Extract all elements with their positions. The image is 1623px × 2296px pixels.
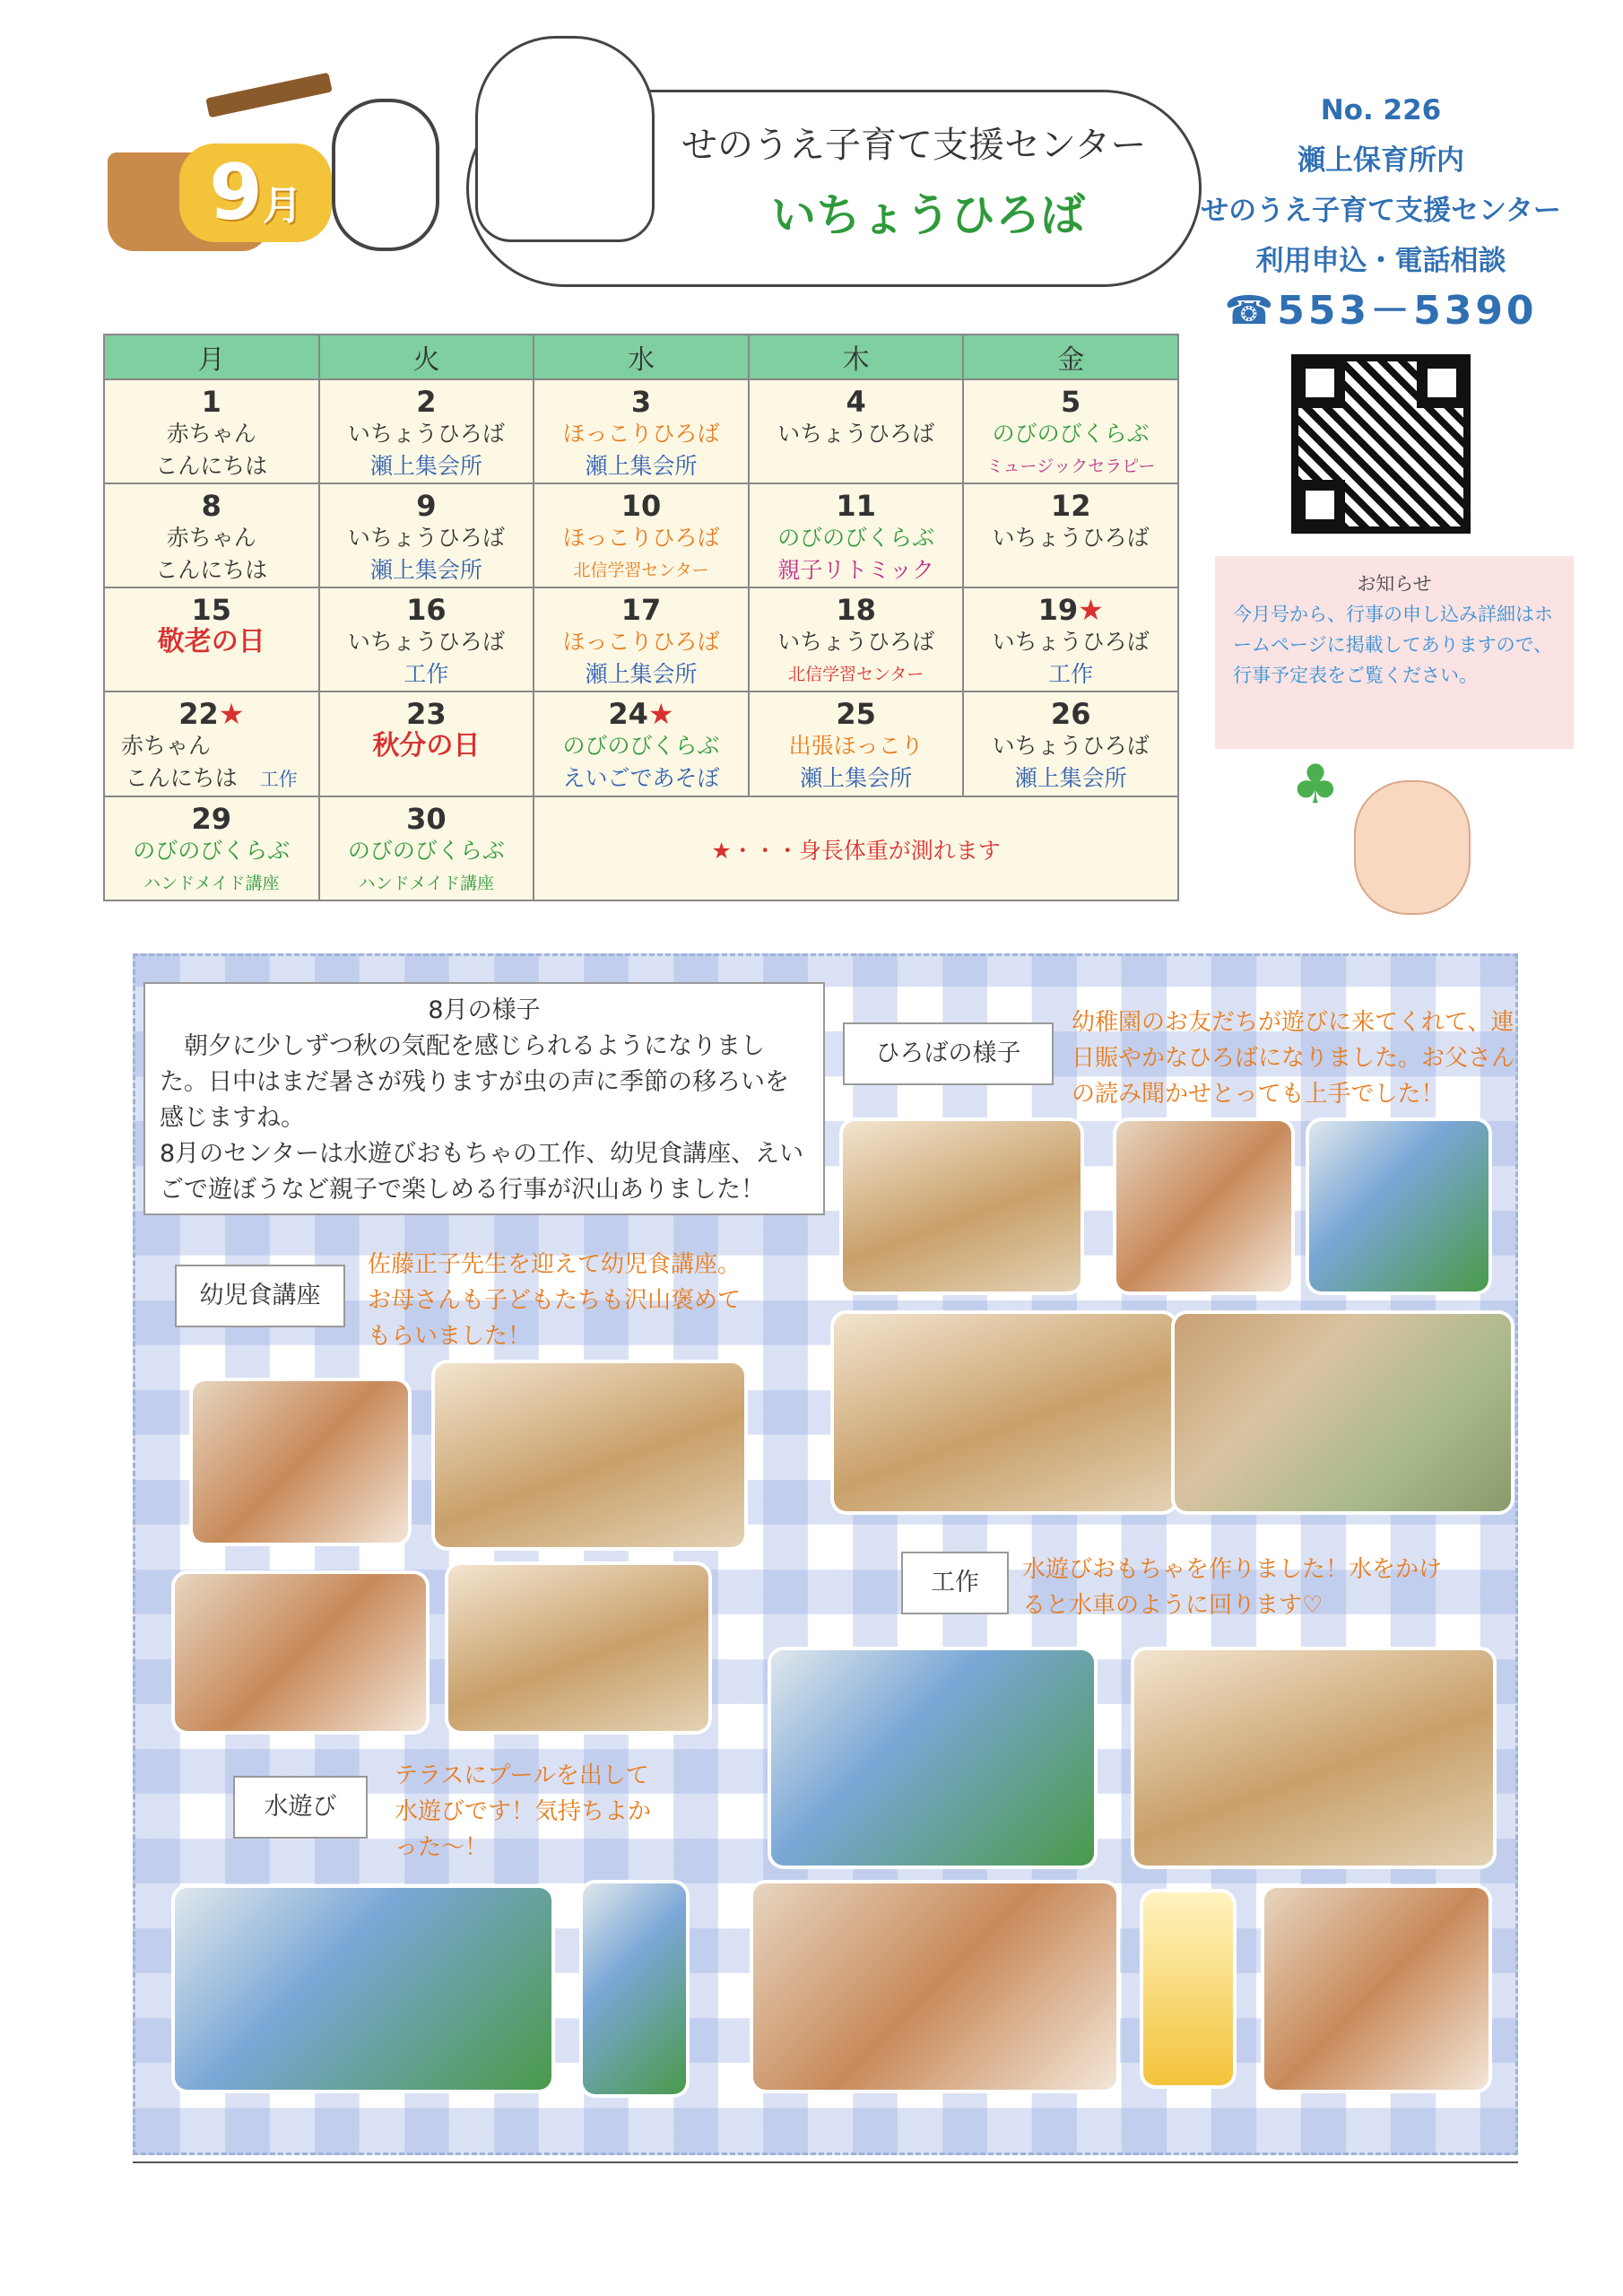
caption-craft: 水遊びおもちゃを作りました！水をかけると水車のように回ります♡ xyxy=(1022,1556,1443,1619)
calendar-day xyxy=(963,691,1178,796)
event-text: ほっこりひろば xyxy=(562,421,720,447)
caption-water: テラスにプールを出して水遊びです！気持ちよかった～！ xyxy=(395,1762,652,1861)
event-text: ほっこりひろば xyxy=(562,525,720,551)
bunny-illustration xyxy=(332,99,439,251)
event-text: のびのびくらぶ xyxy=(133,838,291,864)
center-title: せのうえ子育て支援センター xyxy=(681,125,1147,166)
day-number: 26 xyxy=(1050,697,1091,731)
day-number: 16 xyxy=(406,593,447,627)
calendar-week xyxy=(104,691,1178,796)
center-name: せのうえ子育て支援センター xyxy=(1201,195,1561,227)
event-detail: えいごであそぼ xyxy=(562,765,720,791)
day-number: 3 xyxy=(630,385,652,419)
event-text: いちょうひろば xyxy=(992,525,1150,551)
event-detail: ハンドメイド講座 xyxy=(143,874,280,893)
event-text: いちょうひろば xyxy=(777,421,935,447)
event-text: こんにちは xyxy=(125,765,238,791)
contact-label: 利用申込・電話相談 xyxy=(1255,245,1506,277)
event-text: のびのびくらぶ xyxy=(777,525,935,551)
event-text: いちょうひろば xyxy=(992,733,1150,759)
calendar-day xyxy=(963,483,1178,587)
event-text: 赤ちゃん xyxy=(166,525,256,551)
event-text: 赤ちゃん xyxy=(166,421,256,447)
event-location: 瀬上集会所 xyxy=(369,557,482,583)
day-header: 木 xyxy=(749,335,964,379)
event-detail: 親子リトミック xyxy=(777,557,934,583)
month-number: 9 xyxy=(209,148,263,238)
report-title: 8月の様子 xyxy=(428,996,541,1024)
event-text: いちょうひろば xyxy=(992,629,1150,655)
event-location: 北信学習センター xyxy=(573,561,709,580)
day-number: 8 xyxy=(201,489,221,523)
section-label-food: 幼児食講座 xyxy=(175,1265,345,1327)
day-number: 19 xyxy=(1037,593,1079,627)
photo-craft-5 xyxy=(1264,1888,1488,2090)
calendar-day xyxy=(534,379,749,483)
event-location: 北信学習センター xyxy=(787,665,924,684)
calendar-day xyxy=(319,587,534,691)
bottom-divider xyxy=(133,2161,1518,2163)
calendar-day xyxy=(963,587,1178,691)
caption-hiroba: 幼稚園のお友だちが遊びに来てくれて、連日賑やかなひろばになりました。お父さんの読み聞かせとっても上手でした！ xyxy=(1072,1009,1515,1108)
day-number: 11 xyxy=(836,489,876,523)
day-number: 22 xyxy=(178,697,219,731)
calendar-day xyxy=(104,483,319,587)
event-location: 瀬上集会所 xyxy=(369,453,482,479)
day-number: 2 xyxy=(416,385,437,419)
day-number: 29 xyxy=(191,802,232,836)
event-text: 赤ちゃん xyxy=(121,733,212,759)
report-body: 朝夕に少しずつ秋の気配を感じられるようになりました。日中はまだ暑さが残りますが虫の声に季節の移ろいを感じますね。 8月のセンターは水遊びおもちゃの工作、幼児食講座、えいごで遊ぼうなど親子で楽しめる行事が沢山ありました！ xyxy=(160,1032,804,1204)
day-number: 9 xyxy=(416,489,437,523)
phone-number: ☎553－5390 xyxy=(1224,288,1538,334)
photo-hiroba-2 xyxy=(1116,1121,1291,1292)
report-summary xyxy=(143,982,825,1215)
calendar-header-row xyxy=(104,335,1178,379)
day-number: 1 xyxy=(201,385,221,419)
calendar-week xyxy=(104,587,1178,691)
day-number: 12 xyxy=(1050,489,1091,523)
calendar-week xyxy=(104,796,1178,900)
calendar-legend: ★・・・身長体重が測れます xyxy=(534,796,1178,900)
calendar-day xyxy=(749,483,964,587)
event-text: のびのびくらぶ xyxy=(347,838,505,864)
photo-water-2 xyxy=(583,1883,686,2094)
event-text: こんにちは xyxy=(155,557,268,583)
day-number: 24 xyxy=(608,697,648,731)
photo-food-3 xyxy=(175,1574,426,1731)
event-text: のびのびくらぶ xyxy=(992,421,1150,447)
calendar-day xyxy=(104,691,319,796)
calendar-day xyxy=(963,379,1178,483)
event-text: いちょうひろば xyxy=(347,629,505,655)
calendar-day xyxy=(104,379,319,483)
calendar-day xyxy=(749,587,964,691)
event-text: 出張ほっこり xyxy=(788,733,924,759)
calendar-day xyxy=(319,483,534,587)
qr-corner xyxy=(1295,358,1345,408)
holiday-label: 敬老の日 xyxy=(157,626,265,657)
star-icon: ★ xyxy=(1078,593,1104,627)
section-label-hiroba: ひろばの様子 xyxy=(843,1022,1054,1085)
day-number: 30 xyxy=(406,802,447,836)
day-number: 25 xyxy=(836,697,876,731)
qr-code[interactable] xyxy=(1291,354,1471,534)
photo-food-2 xyxy=(435,1363,744,1547)
notice-heading: お知らせ xyxy=(1357,573,1432,595)
issue-number: No. 226 xyxy=(1320,94,1442,126)
day-header: 金 xyxy=(963,335,1178,379)
photo-craft-2 xyxy=(1134,1650,1493,1866)
photo-hiroba-1 xyxy=(843,1121,1081,1292)
day-number: 18 xyxy=(836,593,876,627)
event-text: いちょうひろば xyxy=(347,421,505,447)
event-text: のびのびくらぶ xyxy=(562,733,720,759)
calendar-day xyxy=(319,379,534,483)
section-label-water: 水遊び xyxy=(233,1776,368,1839)
day-header: 水 xyxy=(534,335,749,379)
event-detail: 工作 xyxy=(1048,661,1094,687)
event-text: いちょうひろば xyxy=(777,629,935,655)
qr-corner xyxy=(1295,480,1345,530)
location: 瀬上保育所内 xyxy=(1298,144,1464,177)
event-location: 瀬上集会所 xyxy=(585,453,698,479)
holiday-label: 秋分の日 xyxy=(372,730,481,761)
kid-illustration xyxy=(475,36,655,242)
notice-body: 今月号から、行事の申し込み詳細はホームページに掲載してありますので、行事予定表をご覧ください。 xyxy=(1233,604,1553,686)
day-number: 4 xyxy=(846,385,866,419)
calendar-day xyxy=(104,587,319,691)
center-subtitle: いちょうひろば xyxy=(771,189,1085,241)
event-text: いちょうひろば xyxy=(347,525,505,551)
day-number: 5 xyxy=(1061,385,1081,419)
photo-water-1 xyxy=(175,1888,551,2090)
calendar-day xyxy=(534,691,749,796)
month-suffix: 月 xyxy=(262,183,302,229)
event-text: ほっこりひろば xyxy=(562,629,720,655)
photo-food-4 xyxy=(448,1565,708,1731)
caption-food: 佐藤正子先生を迎えて幼児食講座。お母さんも子どもたちも沢山褒めてもらいました！ xyxy=(368,1251,742,1350)
calendar-week xyxy=(104,483,1178,587)
month-badge xyxy=(179,144,332,242)
bear-illustration xyxy=(1354,780,1471,915)
calendar-day xyxy=(319,691,534,796)
event-detail: ハンドメイド講座 xyxy=(358,874,495,893)
section-label-craft: 工作 xyxy=(901,1552,1009,1614)
photo-food-1 xyxy=(193,1381,408,1543)
day-number: 15 xyxy=(191,593,232,627)
event-detail: ミュージックセラピー xyxy=(985,457,1156,476)
day-number: 17 xyxy=(621,593,662,627)
event-location: 瀬上集会所 xyxy=(585,661,698,687)
calendar-day xyxy=(104,796,319,900)
photo-craft-3 xyxy=(753,1883,1116,2090)
star-icon: ★ xyxy=(218,697,245,731)
notice-box xyxy=(1215,556,1574,749)
photo-hiroba-4 xyxy=(834,1314,1175,1511)
calendar-day xyxy=(534,483,749,587)
calendar-day xyxy=(319,796,534,900)
photo-hiroba-5 xyxy=(1175,1314,1511,1511)
day-number: 10 xyxy=(621,489,662,523)
contact-info xyxy=(1193,85,1569,336)
event-location: 瀬上集会所 xyxy=(1014,765,1127,791)
event-calendar xyxy=(103,334,1179,901)
calendar-week xyxy=(104,379,1178,483)
day-header: 月 xyxy=(104,335,319,379)
star-icon: ★ xyxy=(647,697,674,731)
event-location: 瀬上集会所 xyxy=(800,765,913,791)
calendar-day xyxy=(749,379,964,483)
event-detail: 工作 xyxy=(404,661,449,687)
qr-corner xyxy=(1417,358,1467,408)
photo-hiroba-3 xyxy=(1309,1121,1488,1292)
event-text: こんにちは xyxy=(155,453,268,479)
photo-craft-4 xyxy=(1143,1892,1233,2085)
event-detail: 工作 xyxy=(259,769,298,790)
photo-craft-1 xyxy=(771,1650,1094,1866)
calendar-day xyxy=(749,691,964,796)
day-number: 23 xyxy=(406,697,447,731)
calendar-day xyxy=(534,587,749,691)
clover-icon: ♣ xyxy=(1291,753,1340,816)
wooden-sign-illustration xyxy=(205,73,333,118)
day-header: 火 xyxy=(319,335,534,379)
